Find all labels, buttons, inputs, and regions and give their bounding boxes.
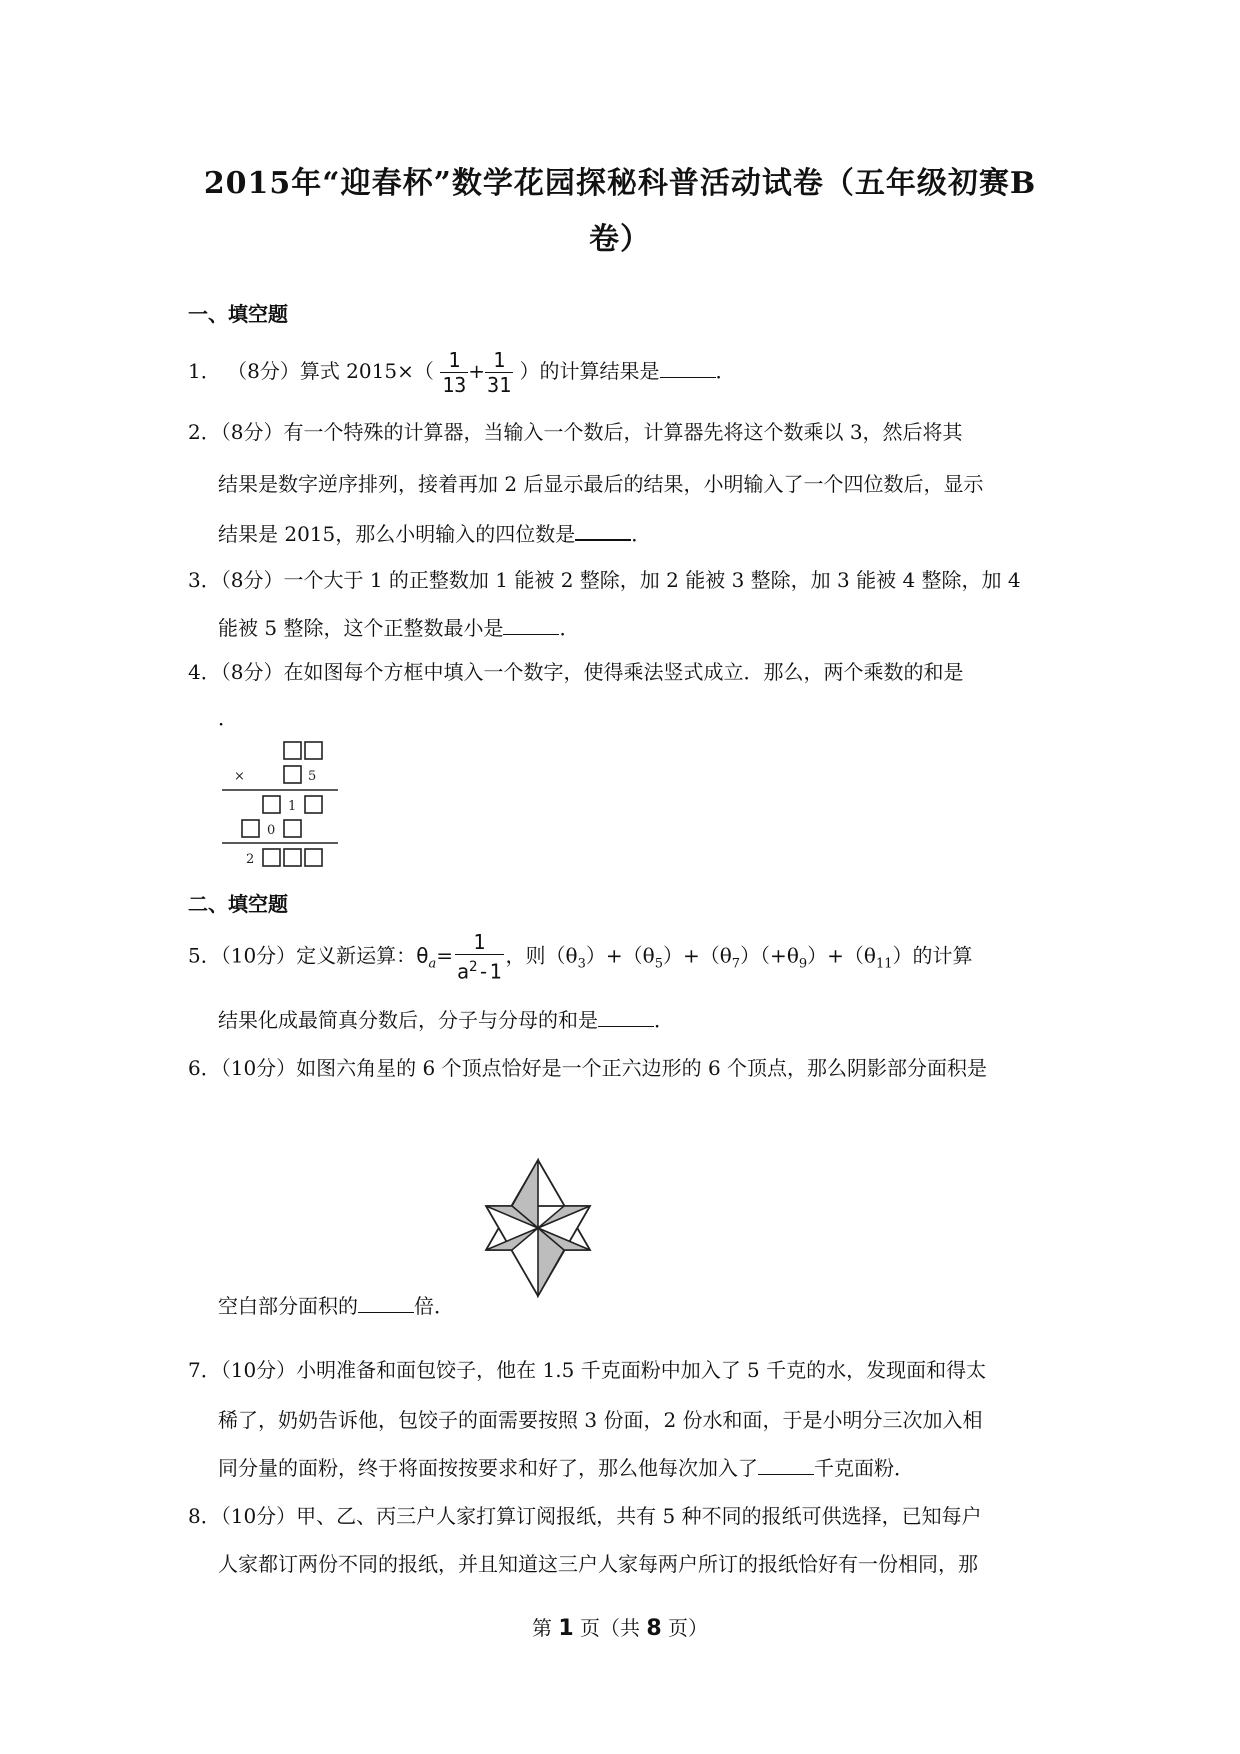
plus-sign: + <box>468 359 486 383</box>
digit-0: 0 <box>267 823 276 838</box>
question-text: （8分）一个大于 1 的正整数加 1 能被 2 整除，加 2 能被 3 整除，加 3 能被 4 整除，加 4 <box>220 568 1021 592</box>
question-number: 8． <box>188 1504 221 1528</box>
numerator: 1 <box>455 930 504 955</box>
answer-blank <box>503 616 559 635</box>
footer-text: 页） <box>661 1616 709 1640</box>
denominator-base: a <box>456 959 470 984</box>
page-total: 8 <box>646 1616 662 1641</box>
question-1 <box>188 348 736 397</box>
page-footer <box>0 1612 1240 1641</box>
section-heading-1: 一、填空题 <box>188 302 288 326</box>
question-text <box>218 1452 914 1481</box>
page-title-cont: 卷） <box>589 222 651 257</box>
answer-blank <box>575 521 631 541</box>
fraction <box>485 348 513 397</box>
fraction <box>455 930 504 984</box>
times-sign: × <box>234 769 245 784</box>
punctuation: ． <box>715 359 736 383</box>
hexagram-figure <box>478 1158 598 1298</box>
fraction <box>440 348 468 397</box>
question-text: ）+（θ <box>585 943 655 968</box>
subscript: 9 <box>798 956 808 972</box>
question-text-part: 结果化成最简真分数后，分子与分母的和是 <box>218 1008 598 1032</box>
denominator-exponent: 2 <box>469 959 478 975</box>
question-number: 2． <box>188 420 221 444</box>
subscript: 3 <box>577 956 586 972</box>
question-number: 4． <box>188 660 221 684</box>
numerator: 1 <box>440 348 468 373</box>
subscript: 11 <box>875 956 893 972</box>
question-5 <box>188 930 973 984</box>
question-2 <box>188 416 963 445</box>
question-text-part: 同分量的面粉，终于将面按按要求和好了，那么他每次加入了 <box>218 1456 758 1480</box>
digit-2: 2 <box>246 852 255 867</box>
question-text-part: 能被 5 整除，这个正整数最小是 <box>218 616 504 640</box>
theta-symbol: θ <box>416 943 429 968</box>
question-text: （10分）小明准备和面包饺子，他在 1.5 千克面粉中加入了 5 千克的水，发现面和得太 <box>220 1358 987 1382</box>
question-text: （8分）有一个特殊的计算器，当输入一个数后，计算器先将这个数乘以 3，然后将其 <box>220 420 963 444</box>
question-text <box>218 518 651 547</box>
question-text: （10分）定义新运算： <box>220 943 417 968</box>
question-number: 6． <box>188 1056 221 1080</box>
question-number: 3． <box>188 568 221 592</box>
question-8 <box>188 1500 982 1529</box>
punctuation: 倍． <box>414 1294 454 1318</box>
question-text: ）+（θ <box>662 943 732 968</box>
punctuation: 千克面粉． <box>814 1456 914 1480</box>
question-text: ）（+θ <box>740 943 799 968</box>
question-text <box>218 612 579 641</box>
answer-blank <box>660 359 716 378</box>
question-text: ）的计算结果是 <box>519 359 660 383</box>
punctuation: ． <box>559 616 580 640</box>
page-number: 1 <box>558 1616 574 1641</box>
page-title: 2015年“迎春杯”数学花园探秘科普活动试卷（五年级初赛B <box>203 166 1037 201</box>
question-text <box>218 1004 674 1033</box>
denominator: 13 <box>442 373 467 397</box>
question-text: （8分）算式 2015×（ <box>227 359 434 383</box>
question-6 <box>188 1052 987 1081</box>
punctuation: ． <box>218 706 238 730</box>
question-number: 7． <box>188 1358 221 1382</box>
question-7 <box>188 1354 986 1383</box>
answer-blank <box>598 1008 654 1027</box>
question-text: 人家都订两份不同的报纸，并且知道这三户人家每两户所订的报纸恰好有一份相同，那 <box>218 1552 978 1576</box>
question-3 <box>188 564 1021 593</box>
question-text <box>218 1290 454 1319</box>
footer-text: 第 <box>531 1616 559 1640</box>
question-text-part: 结果是 2015，那么小明输入的四位数是 <box>218 522 576 546</box>
answer-blank <box>358 1294 414 1313</box>
digit-5: 5 <box>308 769 317 784</box>
question-number: 1． <box>188 359 221 383</box>
question-text: （8分）在如图每个方框中填入一个数字，使得乘法竖式成立．那么，两个乘数的和是 <box>220 660 964 684</box>
punctuation: ． <box>654 1008 674 1032</box>
denominator-rest: -1 <box>477 959 502 984</box>
question-text: （10分）如图六角星的 6 个顶点恰好是一个正六边形的 6 个顶点，那么阴影部分面积是 <box>220 1056 988 1080</box>
question-text: 结果是数字逆序排列，接着再加 2 后显示最后的结果，小明输入了一个四位数后，显示 <box>218 472 984 496</box>
answer-blank <box>758 1456 814 1475</box>
subscript-a: a <box>428 956 437 972</box>
question-text: （10分）甲、乙、丙三户人家打算订阅报纸，共有 5 种不同的报纸可供选择，已知每户 <box>220 1504 982 1528</box>
denominator: 31 <box>487 373 512 397</box>
numerator: 1 <box>485 348 513 373</box>
question-text: 稀了，奶奶告诉他，包饺子的面需要按照 3 份面，2 份水和面，于是小明分三次加入相 <box>218 1408 983 1432</box>
question-text: ）+（θ <box>807 943 876 968</box>
question-text-part: 空白部分面积的 <box>218 1294 358 1318</box>
footer-text: 页（共 <box>573 1616 647 1640</box>
subscript: 5 <box>654 956 663 972</box>
question-4 <box>188 656 963 685</box>
question-text: ）的计算 <box>892 943 973 968</box>
equals-sign: = <box>436 943 453 968</box>
section-heading-2: 二、填空题 <box>188 892 288 916</box>
punctuation: ． <box>631 522 652 546</box>
digit-1: 1 <box>288 799 297 814</box>
subscript: 7 <box>731 956 741 972</box>
question-text: ，则（θ <box>505 943 578 968</box>
question-number: 5． <box>188 943 221 968</box>
multiplication-figure <box>218 740 348 872</box>
denominator <box>455 955 504 984</box>
